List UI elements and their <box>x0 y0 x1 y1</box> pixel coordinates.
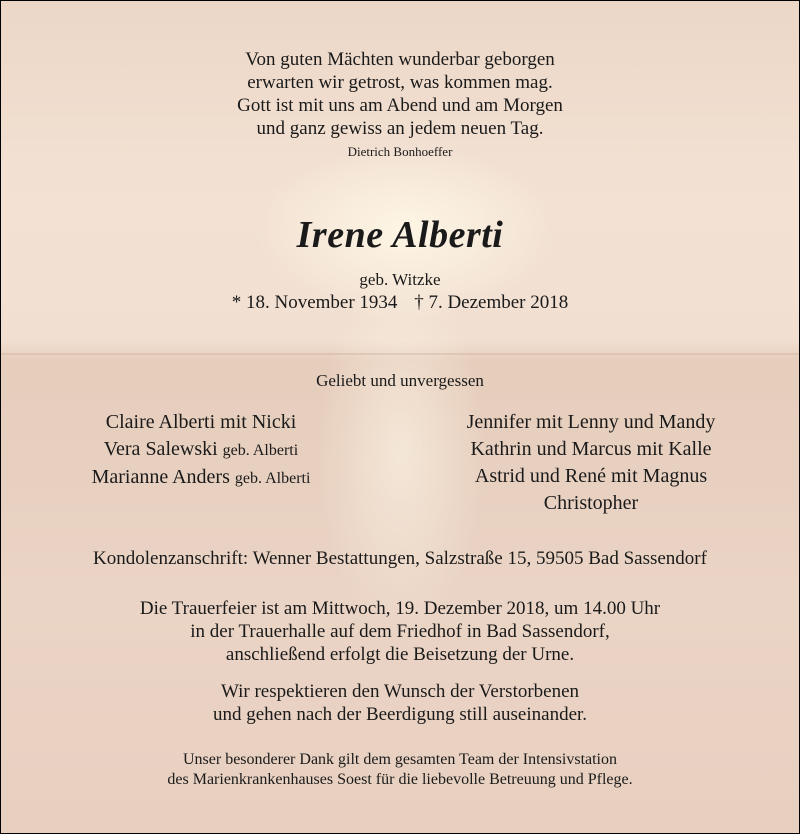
mourner <box>36 436 366 464</box>
mourner: Jennifer mit Lenny und Mandy <box>466 411 716 433</box>
life-dates <box>1 292 799 314</box>
family-request <box>1 680 799 726</box>
thanks-line: Unser besonderer Dank gilt dem gesamten Team der Intensivstation <box>182 751 617 768</box>
mourners-left <box>36 409 366 492</box>
mourner: Kathrin und Marcus mit Kalle <box>470 438 712 460</box>
quote-line: erwarten wir getrost, was kommen mag. <box>247 72 553 93</box>
quote-line: Gott ist mit uns am Abend und am Morgen <box>237 95 563 116</box>
mourner <box>36 409 366 436</box>
mourner: Astrid und René mit Magnus <box>474 465 708 487</box>
death-date: † 7. Dezember 2018 <box>414 292 569 313</box>
funeral-info <box>1 597 799 666</box>
mourner <box>36 464 366 492</box>
birth-date: * 18. November 1934 <box>231 292 398 313</box>
thanks-note <box>1 750 799 790</box>
funeral-line: in der Trauerhalle auf dem Friedhof in Bad Sassendorf, <box>190 621 610 642</box>
request-line: und gehen nach der Beerdigung still auseinander. <box>212 704 588 725</box>
thanks-line: des Marienkrankenhauses Soest für die liebevolle Betreuung und Pflege. <box>167 771 633 788</box>
mourner-name: Marianne Anders <box>91 466 230 488</box>
mourner: Christopher <box>543 492 639 514</box>
request-line: Wir respektieren den Wunsch der Verstorbenen <box>220 681 580 702</box>
quote-line: und ganz gewiss an jedem neuen Tag. <box>256 118 544 139</box>
funeral-line: anschließend erfolgt die Beisetzung der Urne. <box>225 644 575 665</box>
mourner-maiden-name: geb. Alberti <box>234 470 311 487</box>
condolence-address: Kondolenzanschrift: Wenner Bestattungen, Salzstraße 15, 59505 Bad Sassendorf <box>93 548 707 569</box>
birth-name: geb. Witzke <box>359 270 441 289</box>
deceased-name: Irene Alberti <box>296 214 504 256</box>
sea-horizon <box>1 353 799 355</box>
mourner-name: Claire Alberti mit Nicki <box>105 411 297 433</box>
mourners-right <box>426 409 756 517</box>
funeral-line: Die Trauerfeier ist am Mittwoch, 19. Dezember 2018, um 14.00 Uhr <box>139 598 661 619</box>
mourner-maiden-name: geb. Alberti <box>222 442 299 459</box>
bonhoeffer-quote <box>1 48 799 140</box>
mourner-name: Vera Salewski <box>103 438 218 460</box>
quote-author: Dietrich Bonhoeffer <box>347 144 453 159</box>
quote-line: Von guten Mächten wunderbar geborgen <box>245 49 555 70</box>
tagline: Geliebt und unvergessen <box>316 371 484 390</box>
